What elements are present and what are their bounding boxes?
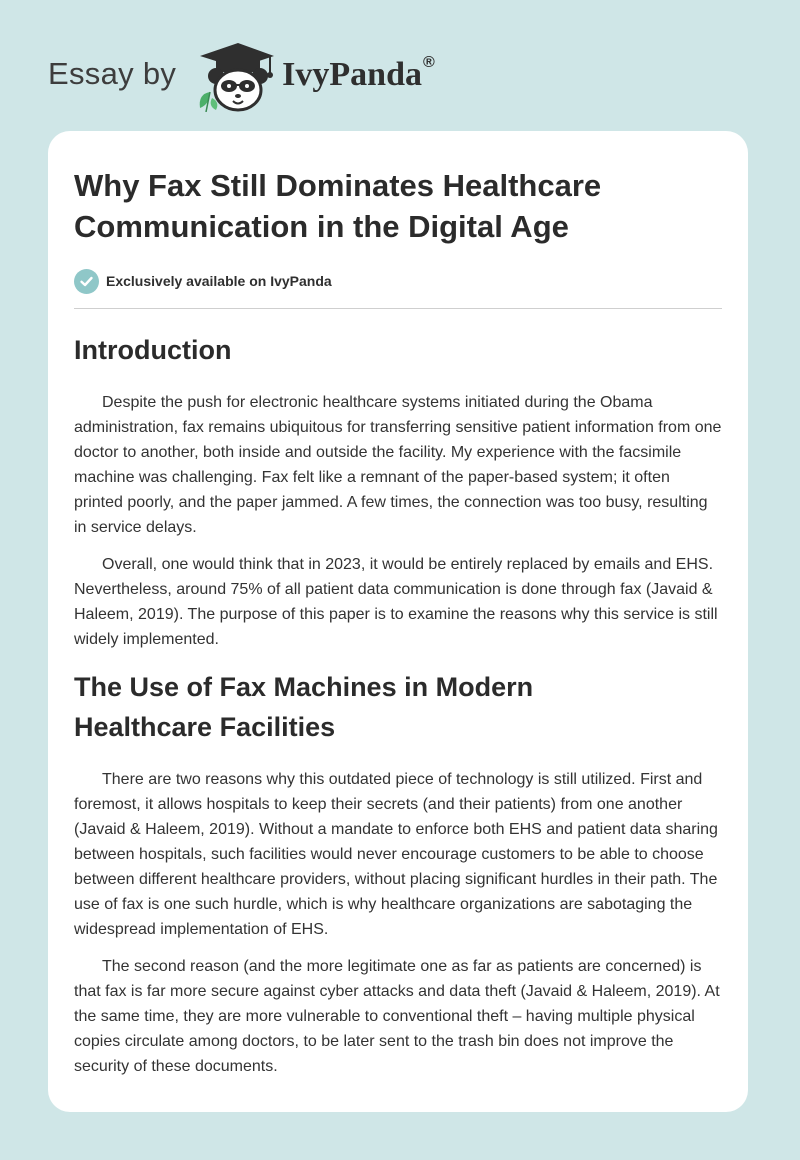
section-heading: Introduction	[74, 335, 232, 365]
essay-by-label: Essay by	[48, 56, 177, 91]
site-header	[48, 36, 435, 116]
section-fax-use	[74, 667, 722, 1079]
section-heading: The Use of Fax Machines in Modern Healthcare Facilities	[74, 672, 534, 742]
brand-name-text: IvyPanda	[282, 56, 422, 93]
title-divider	[74, 308, 722, 309]
check-circle-icon	[74, 269, 99, 294]
paragraph: Despite the push for electronic healthcare systems initiated during the Obama administration, fax remains ubiquitous for transferring sensitive patient information from one doctor to another, both inside and outside the facility. My experience with the facsimile machine was challenging. Fax felt like a remnant of the paper-based system; it often printed poorly, and the paper jammed. A few times, the connection was too busy, resulting in service delays.	[74, 394, 722, 536]
paragraph: The second reason (and the more legitimate one as far as patients are concerned) is that fax is far more secure against cyber attacks and data theft (Javaid & Haleem, 2019). At the same time, they are more vulnerable to conventional theft – having multiple physical copies circulate among doctors, to be later sent to the trash bin does not improve the security of these documents.	[74, 958, 720, 1075]
section-introduction	[74, 330, 722, 652]
paragraph: Overall, one would think that in 2023, it would be entirely replaced by emails and EHS. Nevertheless, around 75% of all patient data communication is done through fax (Javaid & Haleem, 2019). The purpose of this paper is to examine the reasons why this service is still widely implemented.	[74, 556, 718, 648]
essay-card	[48, 131, 748, 1112]
exclusive-badge	[74, 268, 722, 294]
ivypanda-wordmark[interactable]	[282, 56, 435, 94]
registered-mark: ®	[423, 54, 435, 71]
panda-logo-icon[interactable]	[190, 40, 276, 112]
exclusive-label: Exclusively available on IvyPanda	[106, 273, 332, 289]
paragraph: There are two reasons why this outdated piece of technology is still utilized. First and foremost, it allows hospitals to keep their secrets (and their patients) from one another (Javaid & Haleem, 2019). Without a mandate to enforce both EHS and patient data sharing between hospitals, such facilities would never encourage customers to be able to choose between different healthcare providers, without placing significant hurdles in their path. The use of fax is one such hurdle, which is why healthcare organizations are sabotaging the widespread implementation of EHS.	[74, 771, 718, 938]
essay-title: Why Fax Still Dominates Healthcare Communication in the Digital Age	[74, 168, 602, 244]
